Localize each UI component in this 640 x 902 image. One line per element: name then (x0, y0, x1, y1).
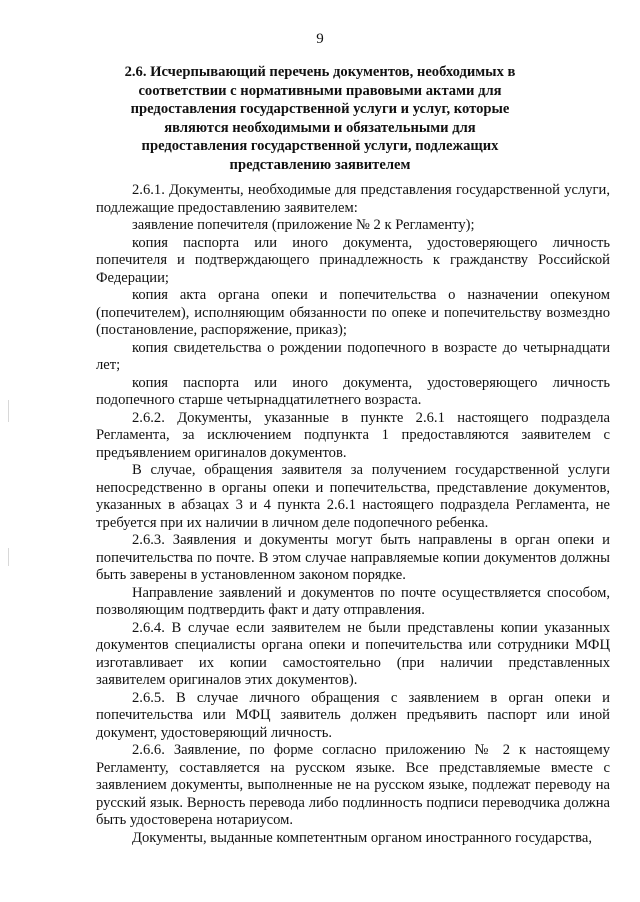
paragraph: копия паспорта или иного документа, удостоверяющего личность попечителя и подтверждающего принадлежность к гражданству Российской Федерации; (96, 234, 610, 286)
paragraph: Направление заявлений и документов по почте осуществляется способом, позволяющим подтвердить факт и дату отправления. (96, 584, 610, 618)
paragraph: 2.6.4. В случае если заявителем не были представлены копии указанных документов специалисты органа опеки и попечительства или сотрудники МФЦ изготавливает их копии самостоятельно (при наличии представленных заявителем оригиналов этих документов). (96, 619, 610, 688)
paragraph: 2.6.3. Заявления и документы могут быть направлены в орган опеки и попечительства по почте. В этом случае направляемые копии документов должны быть заверены в установленном законом порядке. (96, 532, 610, 583)
document-body (96, 182, 610, 847)
paragraph: копия свидетельства о рождении подопечного в возрасте до четырнадцати лет; (96, 339, 610, 373)
scan-artifact (8, 548, 9, 566)
paragraph: 2.6.1. Документы, необходимые для представления государственной услуги, подлежащие предоставлению заявителем: (96, 182, 610, 216)
paragraph: В случае, обращения заявителя за получением государственной услуги непосредственно в органы опеки и попечительства, представление документов, указанных в абзацах 3 и 4 пункта 2.6.1 настоящего подраздела Регламента, не требуется при их наличии в личном деле подопечного ребенка. (96, 462, 610, 531)
scan-artifact (8, 400, 9, 422)
paragraph: Документы, выданные компетентным органом иностранного государства, (132, 829, 592, 846)
page-number: 9 (316, 31, 324, 47)
section-heading: 2.6. Исчерпывающий перечень документов, необходимых в соответствии с нормативными правовыми актами для предоставления государственной услуги и услуг, которые являются необходимыми и обязательными для предоставления государственной услуги, подлежащих представлению заявителем (124, 64, 516, 173)
paragraph: 2.6.6. Заявление, по форме согласно приложению № 2 к настоящему Регламенту, составляется на русском языке. Все представляемые вместе с заявлением документы, выполненные не на русском языке, подлежат переводу на русский язык. Верность перевода либо подлинность подписи переводчика должна быть удостоверена нотариусом. (96, 742, 610, 828)
paragraph: копия паспорта или иного документа, удостоверяющего личность подопечного старше четырнадцатилетнего возраста. (96, 374, 610, 408)
paragraph: 2.6.2. Документы, указанные в пункте 2.6.1 настоящего подраздела Регламента, за исключением подпункта 1 предоставляются заявителем с предъявлением оригиналов документов. (96, 409, 610, 461)
paragraph: 2.6.5. В случае личного обращения с заявлением в орган опеки и попечительства или МФЦ заявитель должен предъявить паспорт или иной документ, удостоверяющий личность. (96, 689, 610, 741)
paragraph: копия акта органа опеки и попечительства о назначении опекуном (попечителем), исполняющим обязанности по опеке и попечительству возмездно (постановление, распоряжение, приказ); (96, 287, 610, 338)
paragraph: заявление попечителя (приложение № 2 к Регламенту); (132, 217, 475, 233)
